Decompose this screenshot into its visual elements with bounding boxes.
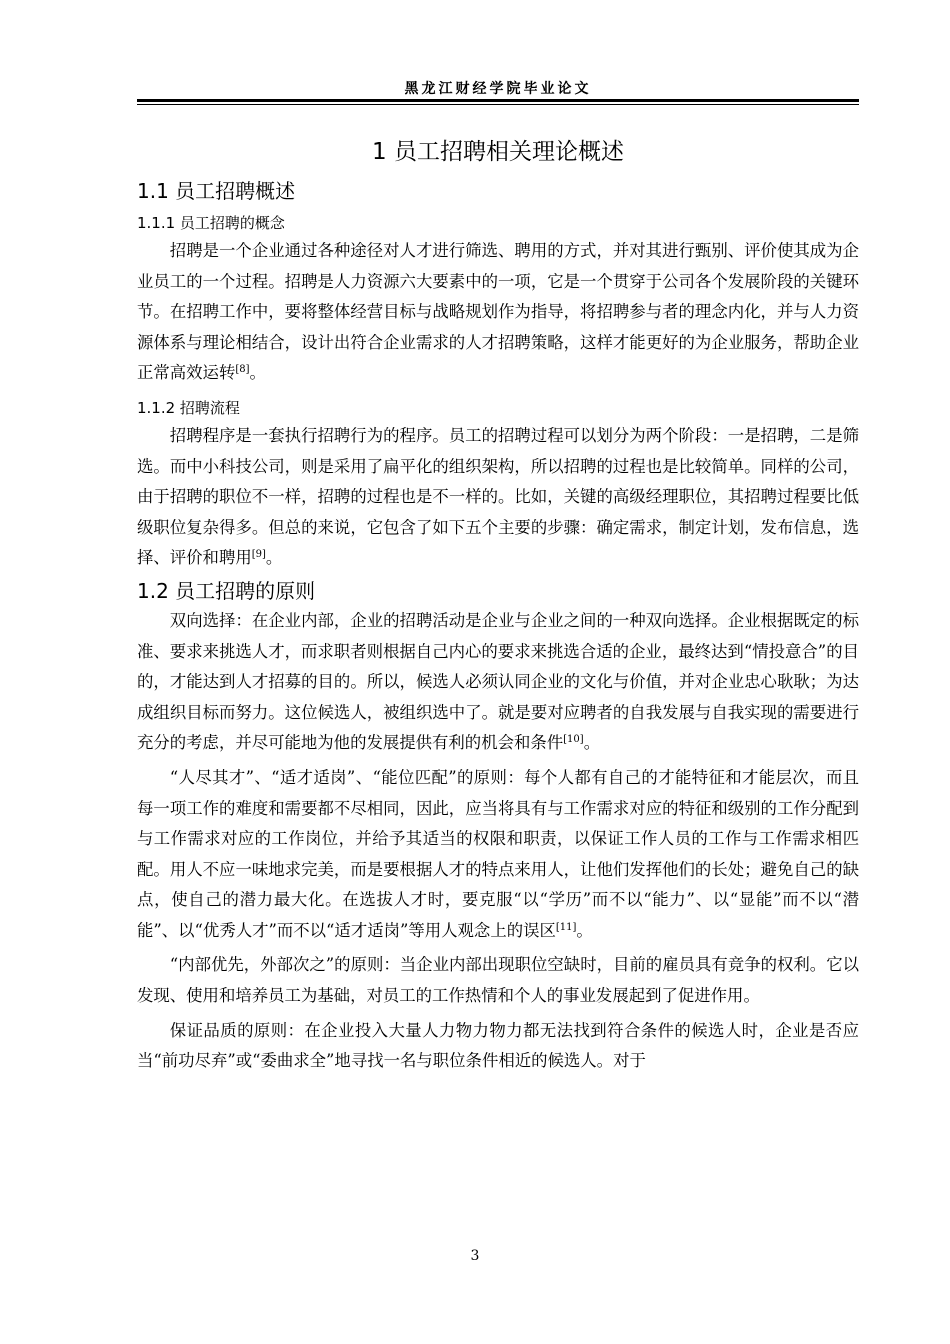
paragraph-text: 招聘程序是一套执行招聘行为的程序。员工的招聘过程可以划分为两个阶段：一是招聘，二是筛选。而中小科技公司，则是采用了扁平化的组织架构，所以招聘的过程也是比较简单。同样的公司，由于招聘的职位不一样，招聘的过程也是不一样的。比如，关键的高级经理职位，其招聘过程要比低级职位复杂得多。但总的来说，它包含了如下五个主要的步骤：确定需求，制定计划，发布信息，选择、评价和聘用 [137, 425, 859, 568]
paragraph-end-punct: 。 [583, 733, 601, 753]
paragraph-recruitment-concept [137, 236, 859, 389]
paragraph-right-person-right-post [137, 763, 859, 947]
citation-marker: [8] [235, 364, 250, 376]
paragraph-text: “人尽其才”、“适才适岗”、“能位匹配”的原则：每个人都有自己的才能特征和才能层次，而且每一项工作的难度和需要都不尽相同，因此，应当将具有与工作需求对应的特征和级别的工作分配到与工作需求对应的工作岗位，并给予其适当的权限和职责，以保证工作人员的工作与工作需求相匹配。用人不应一味地求完美，而是要根据人才的特点来用人，让他们发挥他们的长处；避免自己的缺点，使自己的潜力最大化。在选拔人才时，要克服“以“学历”而不以“能力”、以“显能”而不以“潜能”、以“优秀人才”而不以“适才适岗”等用人观念上的误区 [137, 767, 859, 940]
paragraph-text: 保证品质的原则：在企业投入大量人力物力物力都无法找到符合条件的候选人时，企业是否应当“前功尽弃”或“委曲求全”地寻找一名与职位条件相近的候选人。对于 [137, 1020, 859, 1071]
paragraph-end-punct: 。 [249, 363, 266, 383]
citation-marker: [9] [251, 549, 266, 561]
paragraph-end-punct: 。 [265, 548, 283, 568]
paragraph-quality-assurance [137, 1016, 859, 1077]
paragraph-end-punct: 。 [576, 920, 593, 940]
section-title-1-2: 1.2 员工招聘的原则 [137, 578, 316, 603]
header-rule-thin [137, 104, 859, 105]
page-body [137, 130, 859, 1077]
paragraph-text: “内部优先，外部次之”的原则：当企业内部出现职位空缺时，目前的雇员具有竞争的权利。它以发现、使用和培养员工为基础，对员工的工作热情和个人的事业发展起到了促进作用。 [137, 955, 859, 1006]
running-header: 黑龙江财经学院毕业论文 [404, 81, 592, 97]
paragraph-recruitment-process [137, 421, 859, 574]
citation-marker: [10] [563, 734, 584, 746]
paragraph-text: 招聘是一个企业通过各种途径对人才进行筛选、聘用的方式，并对其进行甄别、评价使其成为企业员工的一个过程。招聘是人力资源六大要素中的一项，它是一个贯穿于公司各个发展阶段的关键环节。在招聘工作中，要将整体经营目标与战略规划作为指导，将招聘参与者的理念内化，并与人力资源体系与理论相结合，设计出符合企业需求的人才招聘策略，这样才能更好的为企业服务，帮助企业正常高效运转 [137, 241, 859, 383]
section-title-1-1: 1.1 员工招聘概述 [137, 179, 296, 203]
subsection-title-1-1-2: 1.1.2 招聘流程 [137, 398, 240, 417]
header-rule-thick [137, 99, 859, 102]
paragraph-text: 双向选择：在企业内部，企业的招聘活动是企业与企业之间的一种双向选择。企业根据既定的标准、要求来挑选人才，而求职者则根据自己内心的要求来挑选合适的企业，最终达到“情投意合”的目的，才能达到人才招募的目的。所以，候选人必须认同企业的文化与价值，并对企业忠心耿耿；为达成组织目标而努力。这位候选人，被组织选中了。就是要对应聘者的自我发展与自我实现的需要进行充分的考虑，并尽可能地为他的发展提供有利的机会和条件 [137, 610, 859, 753]
paragraph-two-way-selection [137, 606, 859, 759]
subsection-title-1-1-1: 1.1.1 员工招聘的概念 [137, 214, 285, 232]
paragraph-internal-first [137, 950, 859, 1011]
page-number: 3 [470, 1248, 480, 1264]
chapter-title: 1 员工招聘相关理论概述 [372, 139, 624, 165]
citation-marker: [11] [555, 921, 577, 933]
